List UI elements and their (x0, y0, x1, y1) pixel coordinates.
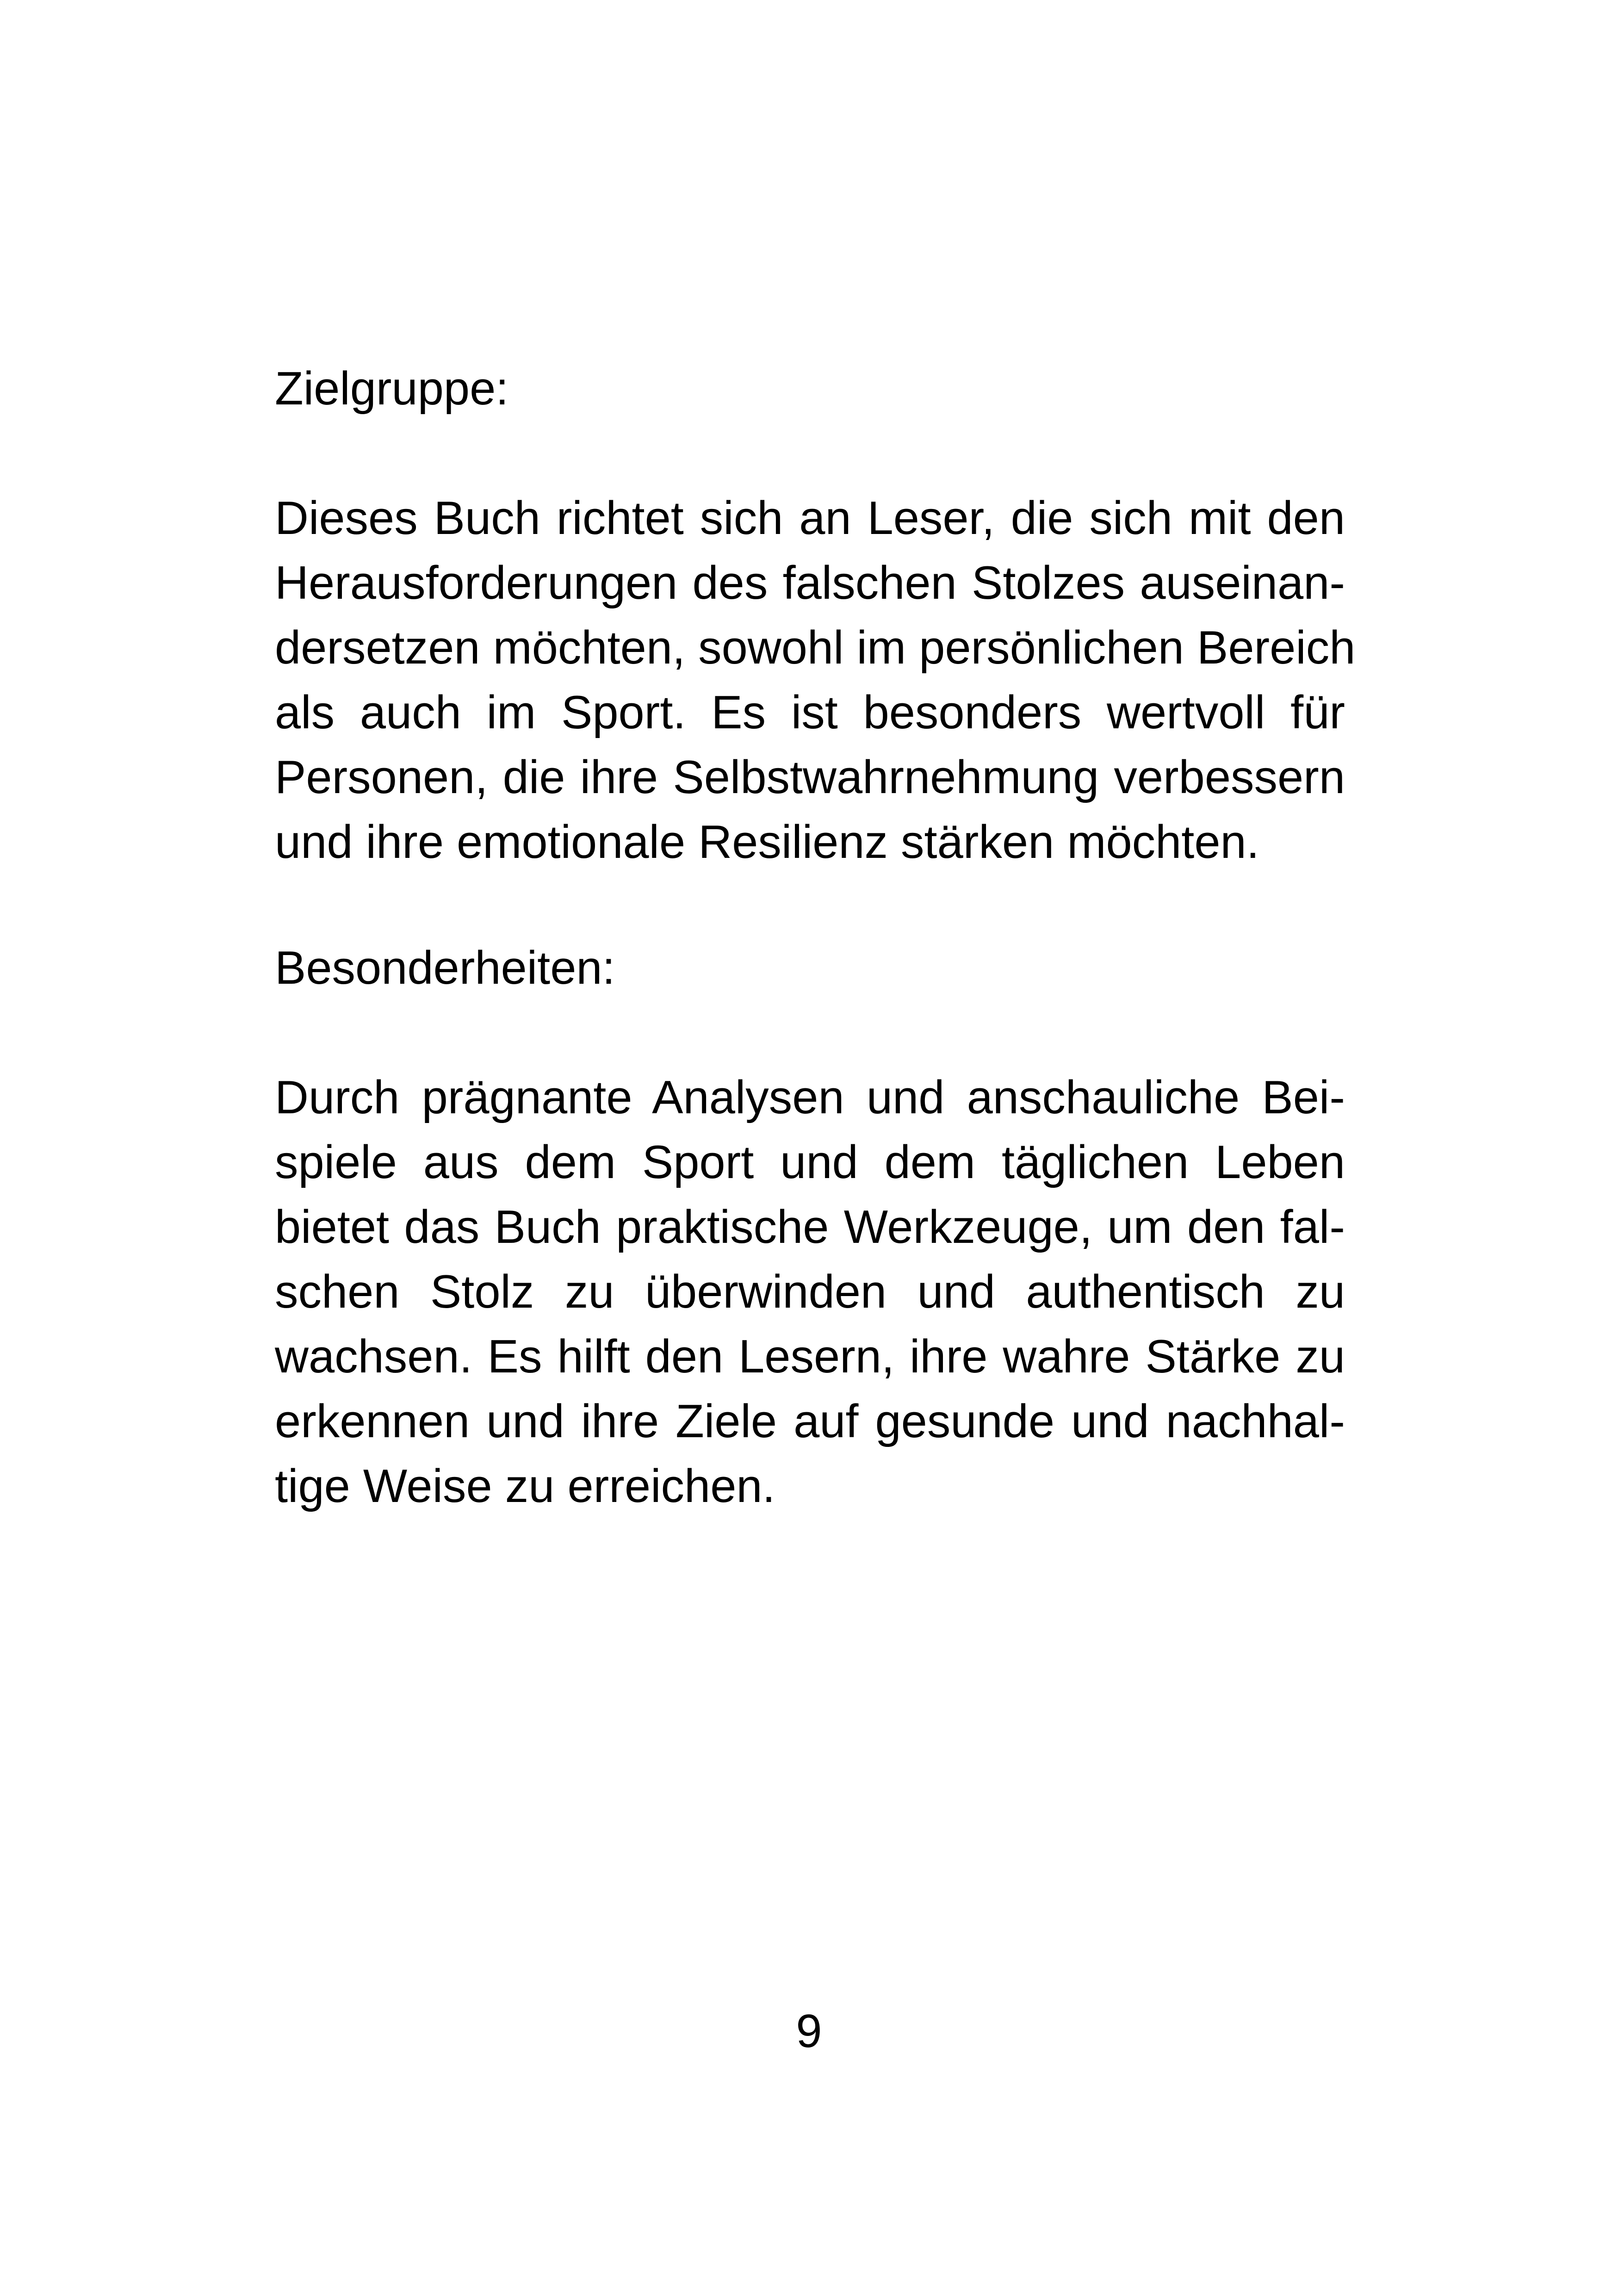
paragraph-line: tige Weise zu erreichen. (275, 1460, 775, 1512)
paragraph-line: erkennen und ihre Ziele auf gesunde und nachhal- (275, 1396, 1345, 1447)
paragraph-line: bietet das Buch praktische Werkzeuge, um den fal- (275, 1201, 1345, 1253)
page-number: 9 (796, 2005, 822, 2057)
paragraph-zielgruppe (275, 486, 1356, 875)
paragraph-line: Herausforderungen des falschen Stolzes auseinan- (275, 557, 1345, 609)
paragraph-line: schen Stolz zu überwinden und authentisch zu (275, 1266, 1345, 1318)
paragraph-line: als auch im Sport. Es ist besonders wertvoll für (275, 687, 1345, 738)
paragraph-line: spiele aus dem Sport und dem täglichen Leben (275, 1136, 1345, 1188)
paragraph-line: Durch prägnante Analysen und anschauliche Bei- (275, 1072, 1345, 1123)
paragraph-line: dersetzen möchten, sowohl im persönlichen Bereich (275, 622, 1356, 674)
paragraph-line: Personen, die ihre Selbstwahrnehmung verbessern (275, 751, 1345, 803)
paragraph-besonderheiten (275, 1065, 1345, 1519)
section-heading-zielgruppe: Zielgruppe: (275, 363, 509, 415)
section-heading-besonderheiten: Besonderheiten: (275, 942, 615, 994)
paragraph-line: wachsen. Es hilft den Lesern, ihre wahre Stärke zu (275, 1331, 1345, 1383)
paragraph-line: und ihre emotionale Resilienz stärken möchten. (275, 816, 1259, 868)
paragraph-line: Dieses Buch richtet sich an Leser, die sich mit den (275, 492, 1345, 544)
